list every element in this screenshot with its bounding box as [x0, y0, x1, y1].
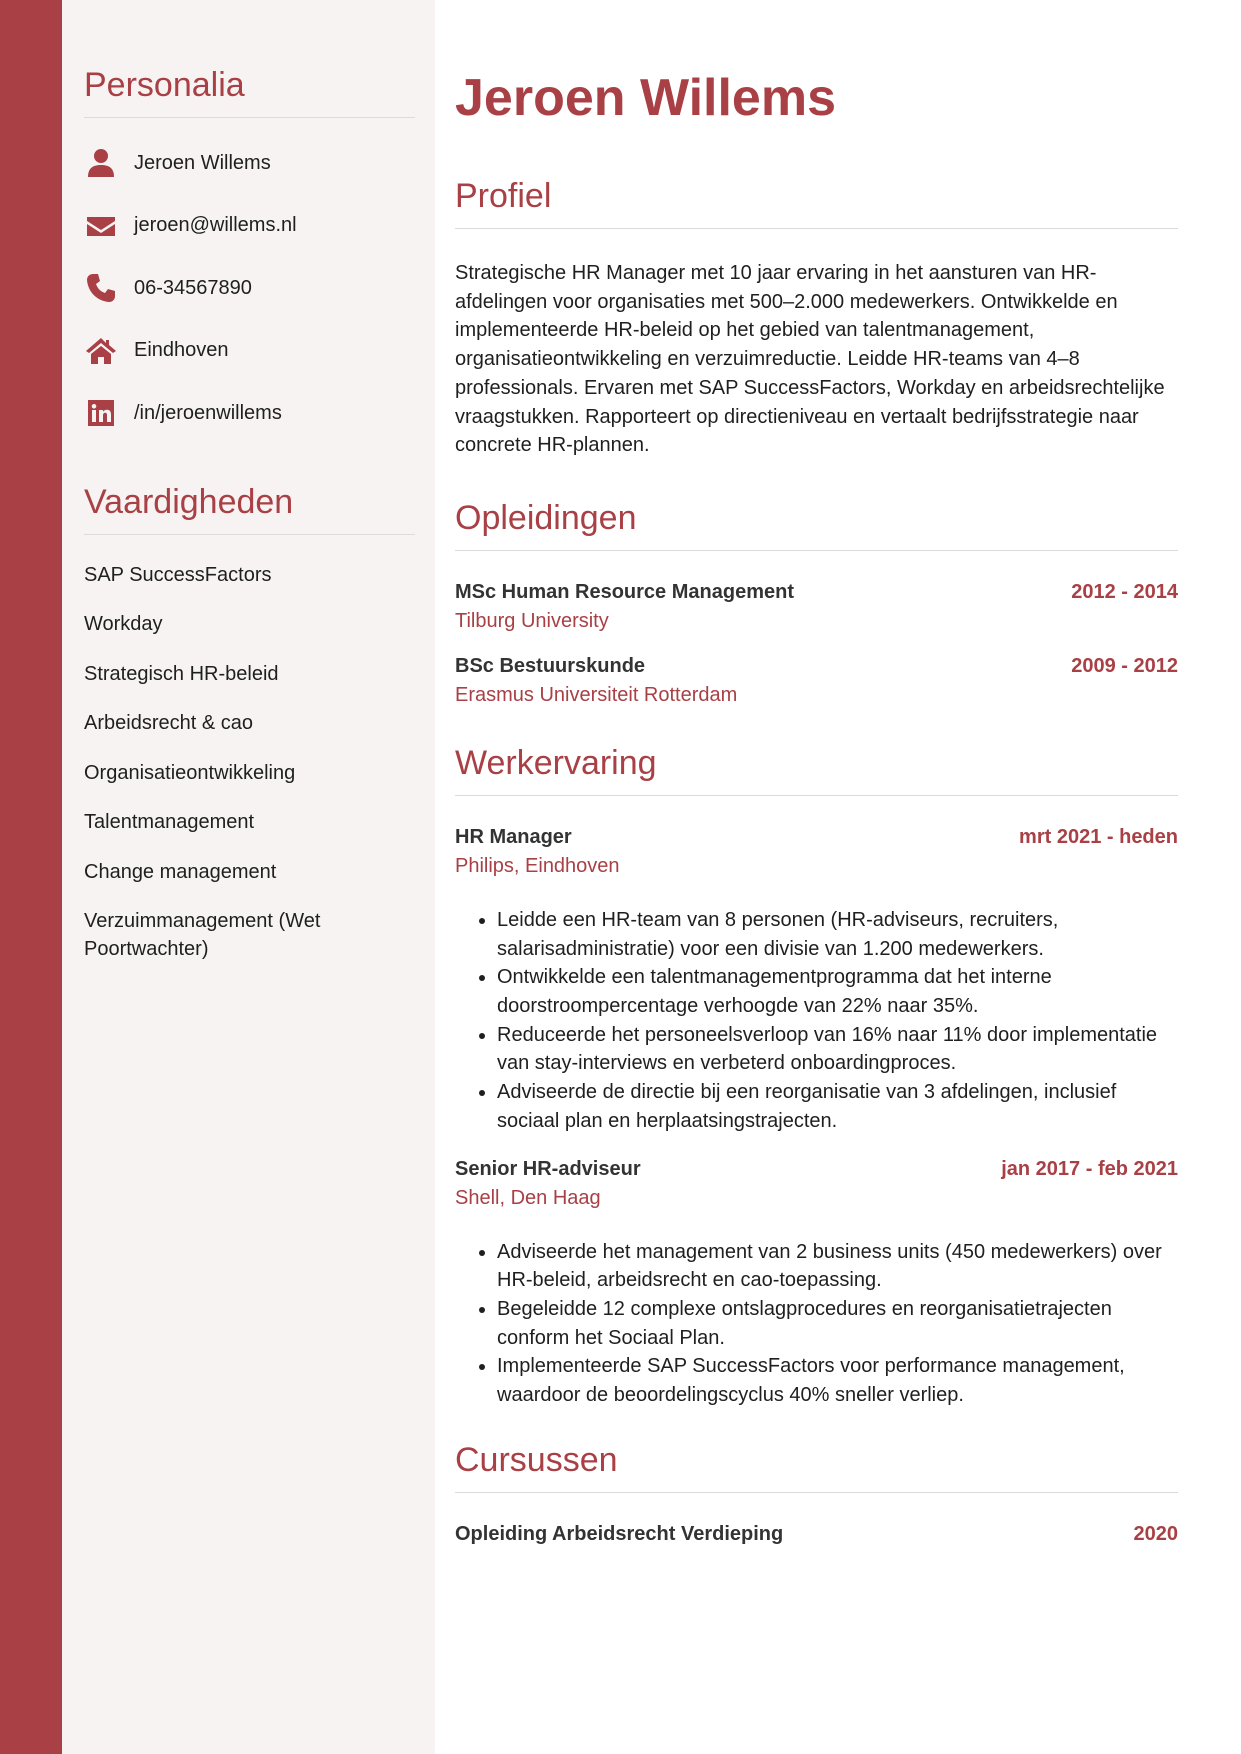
profile-title: Profiel — [455, 177, 552, 215]
job-date: mrt 2021 - heden — [1019, 825, 1178, 848]
contact-linkedin[interactable] — [84, 382, 415, 445]
bullet-item: • Adviseerde het management van 2 business units (450 medewerkers) over HR-beleid, arbeidsrecht en cao-toepassing. — [497, 1238, 1178, 1295]
contact-email-text[interactable]: jeroen@willems.nl — [134, 214, 297, 237]
divider — [455, 795, 1178, 796]
personalia-title: Personalia — [84, 66, 245, 104]
education-title: Opleidingen — [455, 498, 637, 537]
course-entry — [455, 1523, 1178, 1546]
contact-location-text: Eindhoven — [134, 339, 229, 362]
contact-name — [84, 132, 415, 195]
home-icon — [84, 334, 118, 368]
skill-item: Arbeidsrecht & cao — [84, 712, 253, 734]
job-date: jan 2017 - feb 2021 — [1001, 1157, 1178, 1180]
education-institution: Erasmus Universiteit Rotterdam — [455, 683, 738, 706]
divider — [455, 228, 1178, 229]
profile-text: Strategische HR Manager met 10 jaar ervaring in het aansturen van HR-afdelingen voor organisaties met 500–2.000 medewerkers. Ontwikkelde en implementeerde HR-beleid op het gebied van talentmanagement, organisatieontwikkeling en verzuimreductie. Leidde HR-teams van 4–8 professionals. Ervaren met SAP SuccessFactors, Workday en arbeidsrechtelijke vraagstukken. Rapporteert op directieniveau en vertaalt bedrijfsstrategie naar concrete HR-plannen. — [455, 262, 1165, 457]
profile-section — [455, 176, 1178, 460]
bullet-item: • Begeleidde 12 complexe ontslagprocedures en reorganisatietrajecten conform het Sociaal Plan. — [497, 1295, 1178, 1352]
bullet-item: • Implementeerde SAP SuccessFactors voor performance management, waardoor de beoordelingscyclus 40% sneller verliep. — [497, 1352, 1178, 1409]
skills-section — [84, 483, 415, 964]
education-date: 2009 - 2012 — [1071, 654, 1178, 677]
skill-item: SAP SuccessFactors — [84, 563, 272, 586]
contact-location — [84, 320, 415, 383]
education-section — [455, 498, 1178, 707]
work-title: Werkervaring — [455, 743, 657, 782]
work-entry — [455, 826, 1178, 1136]
skill-item: Change management — [84, 860, 277, 883]
course-date: 2020 — [1133, 1522, 1178, 1545]
education-institution: Tilburg University — [455, 609, 609, 632]
person-name: Jeroen Willems — [455, 69, 837, 127]
skill-item: Organisatieontwikkeling — [84, 761, 296, 784]
divider — [455, 550, 1178, 551]
contact-name-text: Jeroen Willems — [134, 151, 271, 174]
job-bullets — [455, 906, 1178, 1136]
sidebar — [62, 0, 435, 1754]
work-section — [455, 743, 1178, 1410]
phone-icon — [84, 271, 118, 305]
courses-title: Cursussen — [455, 1440, 618, 1479]
contact-email[interactable] — [84, 195, 415, 258]
linkedin-icon — [84, 396, 118, 430]
personalia-section — [84, 66, 415, 445]
bullet-item: • Ontwikkelde een talentmanagementprogramma dat het interne doorstroompercentage verhoogde van 22% naar 35%. — [497, 963, 1178, 1020]
contact-phone-text[interactable]: 06-34567890 — [134, 276, 252, 299]
courses-section — [455, 1440, 1178, 1546]
course-title: Opleiding Arbeidsrecht Verdieping — [455, 1522, 784, 1545]
bullet-item: • Reduceerde het personeelsverloop van 16% naar 11% door implementatie van stay-interviews en verbeterd onboardingproces. — [497, 1021, 1178, 1078]
contact-linkedin-text[interactable]: /in/jeroenwillems — [134, 401, 282, 424]
job-title: HR Manager — [455, 825, 572, 848]
bullet-item: • Leidde een HR-team van 8 personen (HR-adviseurs, recruiters, salarisadministratie) voor een divisie van 1.200 medewerkers. — [497, 906, 1178, 963]
divider — [84, 534, 415, 535]
job-bullets — [455, 1238, 1178, 1410]
education-date: 2012 - 2014 — [1071, 580, 1178, 603]
skill-item: Workday — [84, 613, 163, 635]
education-entry — [455, 655, 1178, 707]
education-entry — [455, 581, 1178, 633]
job-employer: Shell, Den Haag — [455, 1186, 601, 1209]
skill-item: Strategisch HR-beleid — [84, 662, 279, 685]
contact-phone[interactable] — [84, 257, 415, 320]
skill-list — [84, 561, 415, 964]
bullet-item: • Adviseerde de directie bij een reorganisatie van 3 afdelingen, inclusief sociaal plan en herplaatsingstrajecten. — [497, 1078, 1178, 1135]
envelope-icon — [84, 209, 118, 243]
accent-bar — [0, 0, 62, 1754]
contact-list — [84, 132, 415, 445]
skills-title: Vaardigheden — [84, 482, 294, 521]
job-title: Senior HR-adviseur — [455, 1157, 641, 1180]
education-degree: MSc Human Resource Management — [455, 580, 794, 603]
skill-item: Verzuimmanagement (Wet Poortwachter) — [84, 910, 321, 960]
divider — [84, 117, 415, 118]
work-entry — [455, 1158, 1178, 1410]
education-degree: BSc Bestuurskunde — [455, 654, 646, 677]
skill-item: Talentmanagement — [84, 811, 255, 833]
job-employer: Philips, Eindhoven — [455, 854, 620, 877]
user-icon — [84, 146, 118, 180]
divider — [455, 1492, 1178, 1493]
main-content — [435, 0, 1241, 1754]
